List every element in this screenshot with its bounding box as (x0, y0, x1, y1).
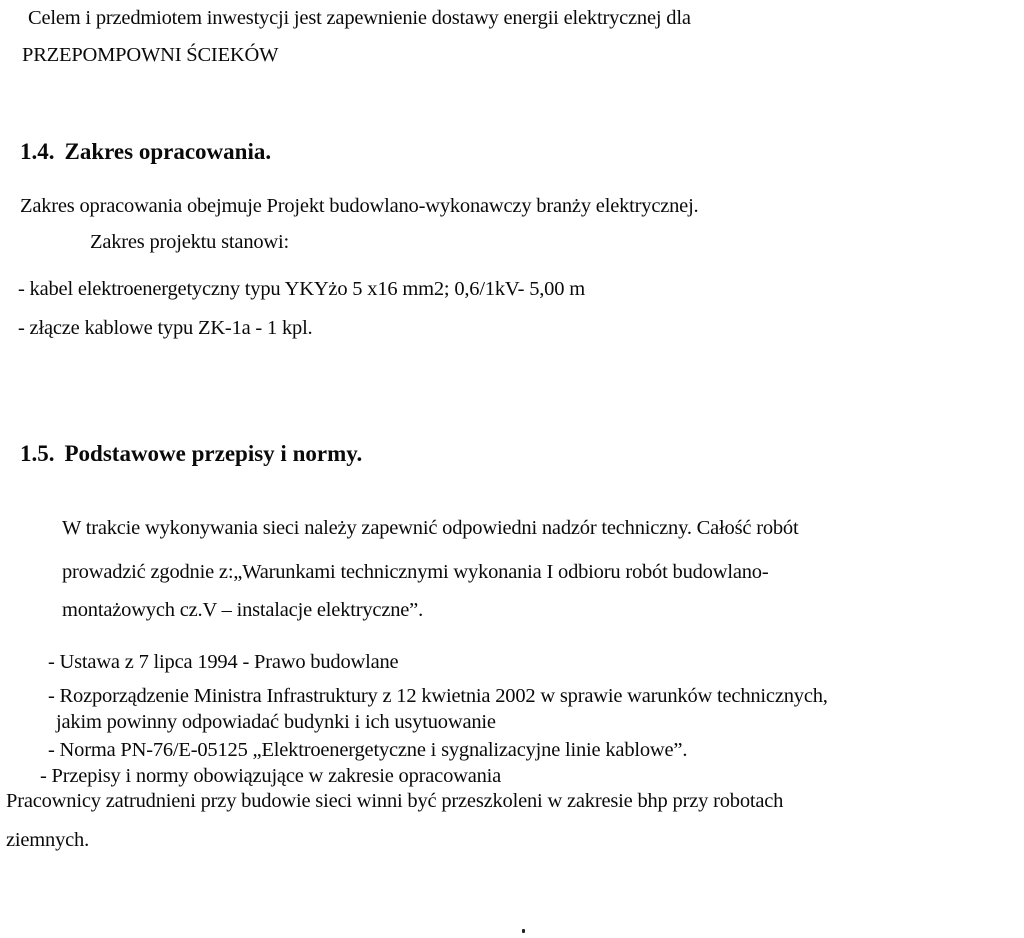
section-1-5-item-3: - Norma PN-76/E-05125 „Elektroenergetyczne i sygnalizacyjne linie kablowe”. (48, 739, 688, 761)
section-1-5-item-4: - Przepisy i normy obowiązujące w zakresie opracowania (40, 765, 502, 787)
section-1-5-item-1: - Ustawa z 7 lipca 1994 - Prawo budowlane (48, 651, 399, 673)
section-1-5-item-2-continuation: jakim powinny odpowiadać budynki i ich usytuowanie (56, 711, 496, 733)
section-1-4-item-1: - kabel elektroenergetyczny typu YKYżo 5 x16 mm2; 0,6/1kV- 5,00 m (18, 278, 585, 300)
section-1-4-item-2: - złącze kablowe typu ZK-1a - 1 kpl. (18, 317, 313, 339)
section-1-4-paragraph: Zakres opracowania obejmuje Projekt budowlano-wykonawczy branży elektrycznej. (20, 195, 699, 217)
closing-line-2: ziemnych. (6, 829, 90, 851)
section-1-5-title: Podstawowe przepisy i normy. (64, 441, 363, 466)
section-1-5-paragraph-line-1: W trakcie wykonywania sieci należy zapewnić odpowiedni nadzór techniczny. Całość robót (62, 517, 799, 539)
intro-line-1: Celem i przedmiotem inwestycji jest zapewnienie dostawy energii elektrycznej dla (28, 7, 691, 29)
section-1-4-subheading: Zakres projektu stanowi: (90, 231, 290, 253)
section-1-4-number: 1.4. (20, 139, 55, 164)
section-1-5-paragraph-line-2: prowadzić zgodnie z:„Warunkami technicznymi wykonania I odbioru robót budowlano- (62, 561, 769, 583)
closing-line-1: Pracownicy zatrudnieni przy budowie sieci winni być przeszkoleni w zakresie bhp przy robotach (6, 790, 784, 812)
section-1-5-item-2: - Rozporządzenie Ministra Infrastruktury z 12 kwietnia 2002 w sprawie warunków technicznych, (48, 685, 828, 707)
section-1-5-number: 1.5. (20, 441, 55, 466)
intro-line-2: PRZEPOMPOWNI ŚCIEKÓW (22, 44, 279, 66)
section-1-4-title: Zakres opracowania. (64, 139, 272, 164)
scan-speck (522, 929, 525, 933)
section-1-5-heading (20, 440, 362, 468)
section-1-5-paragraph-line-3: montażowych cz.V – instalacje elektryczne”. (62, 599, 423, 621)
section-1-4-heading (20, 138, 271, 166)
